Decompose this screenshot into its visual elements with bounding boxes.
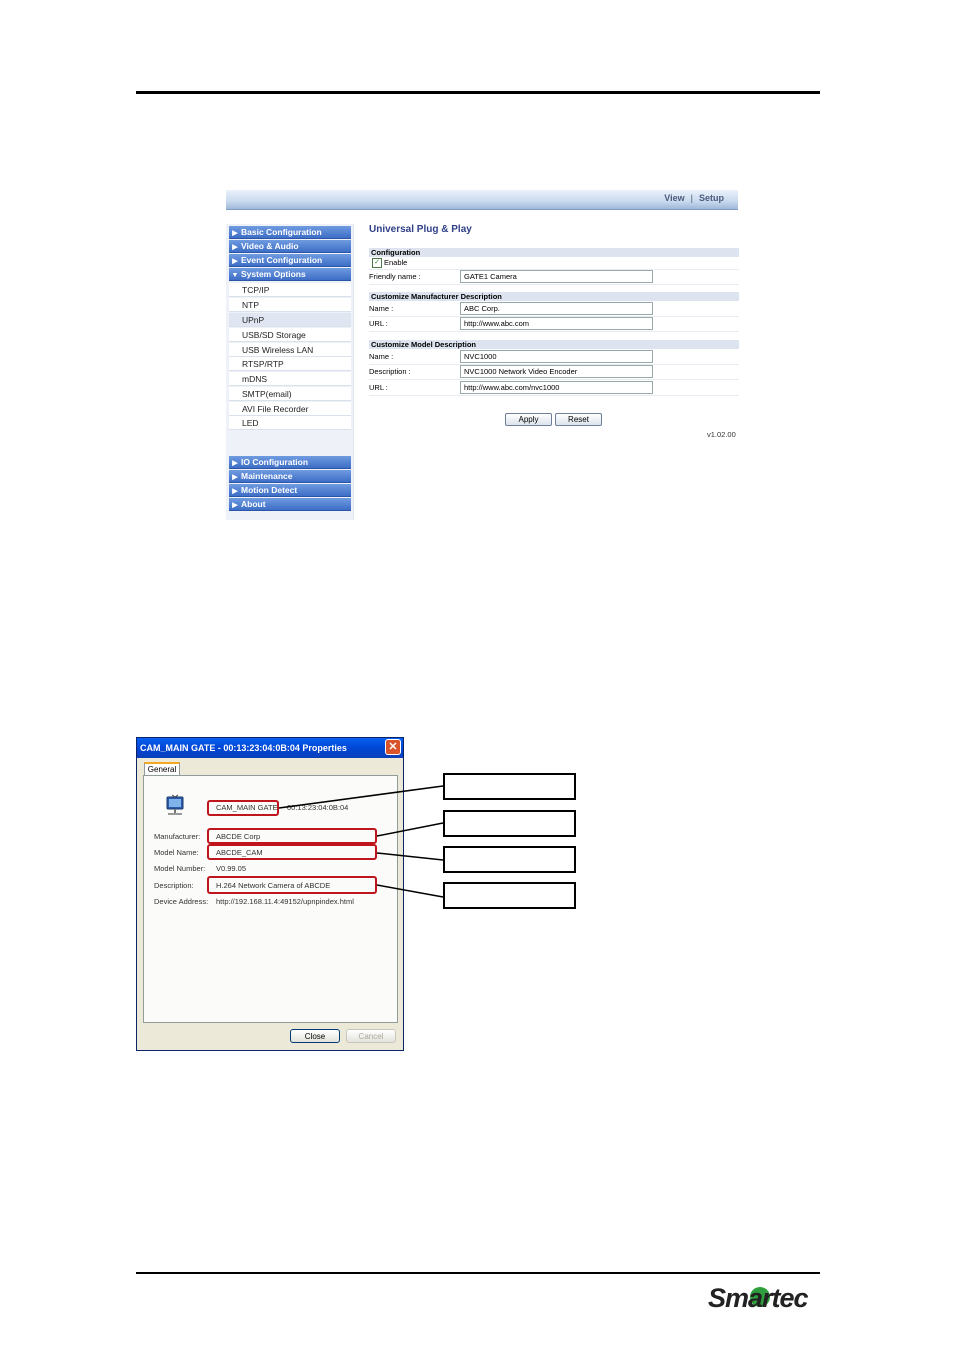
manufacturer-name-label: Name : bbox=[369, 304, 394, 313]
sidebar-item-mdns[interactable]: mDNS bbox=[229, 372, 351, 386]
leader-line-device-name bbox=[279, 786, 443, 808]
logo-text: Smartec bbox=[708, 1283, 808, 1313]
device-address-value: http://192.168.11.4:49152/upnpindex.html bbox=[216, 897, 354, 906]
sidebar-item-rtsp-rtp[interactable]: RTSP/RTP bbox=[229, 357, 351, 371]
menu-label: System Options bbox=[241, 269, 306, 279]
description-value: H.264 Network Camera of ABCDE bbox=[216, 881, 331, 890]
triangle-right-icon: ▶ bbox=[232, 474, 238, 481]
sidebar-item-usb-sd-storage[interactable]: USB/SD Storage bbox=[229, 328, 351, 342]
sidebar-item-led[interactable]: LED bbox=[229, 416, 351, 430]
model-name-label: Name : bbox=[369, 352, 394, 361]
sidebar-item-ntp[interactable]: NTP bbox=[229, 298, 351, 312]
page-title: Universal Plug & Play bbox=[369, 224, 472, 235]
manufacturer-value: ABCDE Corp bbox=[216, 832, 261, 841]
sidebar-item-smtp[interactable]: SMTP(email) bbox=[229, 387, 351, 401]
smartec-logo bbox=[708, 1283, 822, 1317]
sidebar-item-upnp[interactable]: UPnP bbox=[229, 313, 351, 327]
menu-label: About bbox=[241, 499, 266, 509]
cancel-button[interactable]: Cancel bbox=[346, 1029, 396, 1043]
menu-label: IO Configuration bbox=[241, 457, 309, 467]
view-link[interactable]: View bbox=[664, 193, 685, 203]
close-icon[interactable]: ✕ bbox=[385, 739, 401, 755]
device-name: CAM_MAIN GATE bbox=[216, 803, 278, 812]
menu-label: Video & Audio bbox=[241, 241, 299, 251]
description-label: Description: bbox=[154, 881, 194, 890]
model-description-label: Description : bbox=[369, 367, 411, 376]
triangle-down-icon: ▼ bbox=[231, 272, 239, 279]
model-name-label: Model Name: bbox=[154, 848, 199, 857]
triangle-right-icon: ▶ bbox=[232, 244, 238, 251]
firmware-version: v1.02.00 bbox=[707, 430, 736, 439]
device-address-label: Device Address: bbox=[154, 897, 209, 906]
setup-link[interactable]: Setup bbox=[698, 193, 724, 203]
close-button[interactable]: Close bbox=[290, 1029, 340, 1043]
reset-button[interactable]: Reset bbox=[555, 413, 602, 426]
triangle-right-icon: ▶ bbox=[232, 502, 238, 509]
leader-line-model-name bbox=[377, 853, 443, 860]
apply-button[interactable]: Apply bbox=[505, 413, 552, 426]
sidebar-item-avi-file-recorder[interactable]: AVI File Recorder bbox=[229, 402, 351, 416]
enable-label: Enable bbox=[384, 258, 408, 267]
device-mac: 00:13:23:04:0B:04 bbox=[287, 803, 349, 812]
model-url-label: URL : bbox=[369, 383, 388, 392]
dialog-title: CAM_MAIN GATE - 00:13:23:04:0B:04 Properties bbox=[140, 743, 347, 753]
enable-checkbox[interactable]: ✓ bbox=[372, 258, 382, 268]
model-name-value: ABCDE_CAM bbox=[216, 848, 263, 857]
sidebar-item-usb-wireless-lan[interactable]: USB Wireless LAN bbox=[229, 343, 351, 357]
manufacturer-url-label: URL : bbox=[369, 319, 388, 328]
section-configuration: Configuration bbox=[369, 248, 739, 257]
triangle-right-icon: ▶ bbox=[232, 460, 238, 467]
triangle-right-icon: ▶ bbox=[232, 230, 238, 237]
menu-label: Basic Configuration bbox=[241, 227, 322, 237]
section-model: Customize Model Description bbox=[369, 340, 739, 349]
tab-general[interactable]: General bbox=[144, 762, 180, 775]
triangle-right-icon: ▶ bbox=[232, 258, 238, 265]
section-manufacturer: Customize Manufacturer Description bbox=[369, 292, 739, 301]
model-number-label: Model Number: bbox=[154, 864, 206, 873]
leader-line-manufacturer bbox=[377, 823, 443, 836]
manufacturer-label: Manufacturer: bbox=[154, 832, 201, 841]
friendly-name-label: Friendly name : bbox=[369, 272, 421, 281]
triangle-right-icon: ▶ bbox=[232, 488, 238, 495]
menu-label: Motion Detect bbox=[241, 485, 298, 495]
sidebar-item-tcpip[interactable]: TCP/IP bbox=[229, 283, 351, 297]
menu-label: Maintenance bbox=[241, 471, 293, 481]
model-number-value: V0.99.05 bbox=[216, 864, 247, 873]
footer-rule bbox=[136, 1272, 820, 1274]
nav-separator: | bbox=[690, 193, 693, 203]
menu-label: Event Configuration bbox=[241, 255, 323, 265]
leader-line-description bbox=[377, 885, 443, 897]
